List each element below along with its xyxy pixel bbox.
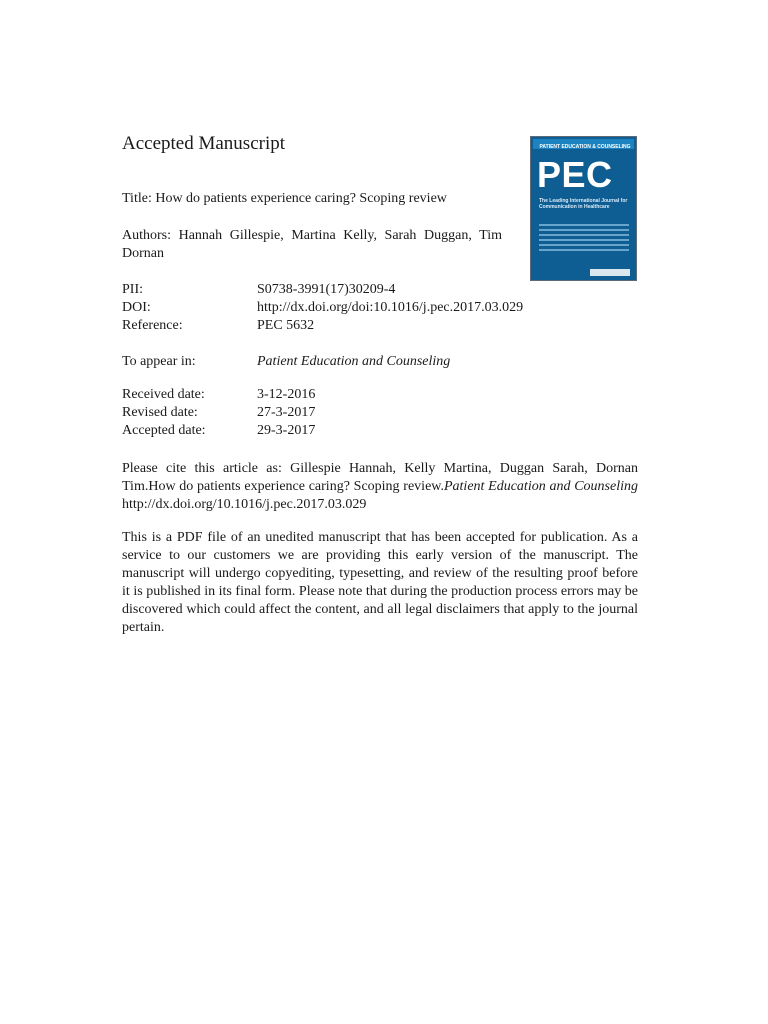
article-authors: Authors: Hannah Gillespie, Martina Kelly, Sarah Duggan, Tim Dornan — [122, 228, 502, 261]
cover-publisher-logo — [590, 269, 630, 276]
cover-tagline: The Leading International Journal for Communication in Healthcare — [539, 198, 628, 210]
accepted-row — [122, 422, 315, 440]
doi-link[interactable]: http://dx.doi.org/doi:10.1016/j.pec.2017.03.029 — [257, 300, 524, 315]
reference-value: PEC 5632 — [257, 318, 315, 333]
pii-row — [122, 281, 523, 299]
pii-value: S0738-3991(17)30209-4 — [257, 282, 396, 297]
appear-in-block — [122, 353, 450, 371]
journal-cover-image — [530, 136, 637, 281]
received-row — [122, 386, 315, 404]
citation-journal: Patient Education and Counseling — [443, 479, 638, 494]
journal-name: Patient Education and Counseling — [257, 354, 451, 369]
article-title: Title: How do patients experience caring? Scoping review — [122, 191, 447, 206]
reference-label: Reference: — [122, 318, 183, 333]
citation-text: Please cite this article as: Gillespie Hannah, Kelly Martina, Duggan Sarah, Dornan Tim.How do patients experience caring? Scoping review. — [122, 461, 638, 494]
pii-label: PII: — [122, 282, 143, 297]
cover-masthead: PEC — [537, 154, 613, 195]
page-heading: Accepted Manuscript — [122, 133, 286, 154]
received-label: Received date: — [122, 387, 205, 402]
doi-label: DOI: — [122, 300, 151, 315]
cover-contents-lines — [539, 224, 629, 254]
dates-block — [122, 386, 315, 440]
citation-doi-link[interactable]: http://dx.doi.org/10.1016/j.pec.2017.03.029 — [122, 497, 367, 512]
doi-row — [122, 299, 523, 317]
received-value: 3-12-2016 — [257, 387, 316, 402]
cover-band-text: PATIENT EDUCATION & COUNSELING — [539, 144, 631, 150]
disclaimer-paragraph: This is a PDF file of an unedited manuscript that has been accepted for publication. As a service to our customers we are providing this early version of the manuscript. The manuscript will undergo copyediting, typesetting, and review of the resulting proof before it is published in its final form. Please note that during the production process errors may be discovered which could affect the content, and all legal disclaimers that apply to the journal pertain. — [122, 530, 638, 635]
revised-value: 27-3-2017 — [257, 405, 316, 420]
reference-row — [122, 317, 523, 335]
revised-label: Revised date: — [122, 405, 198, 420]
revised-row — [122, 404, 315, 422]
accepted-label: Accepted date: — [122, 423, 206, 438]
appear-row — [122, 353, 450, 371]
appear-label: To appear in: — [122, 354, 196, 369]
citation-paragraph — [122, 460, 638, 514]
accepted-value: 29-3-2017 — [257, 423, 316, 438]
identifiers-block — [122, 281, 523, 335]
